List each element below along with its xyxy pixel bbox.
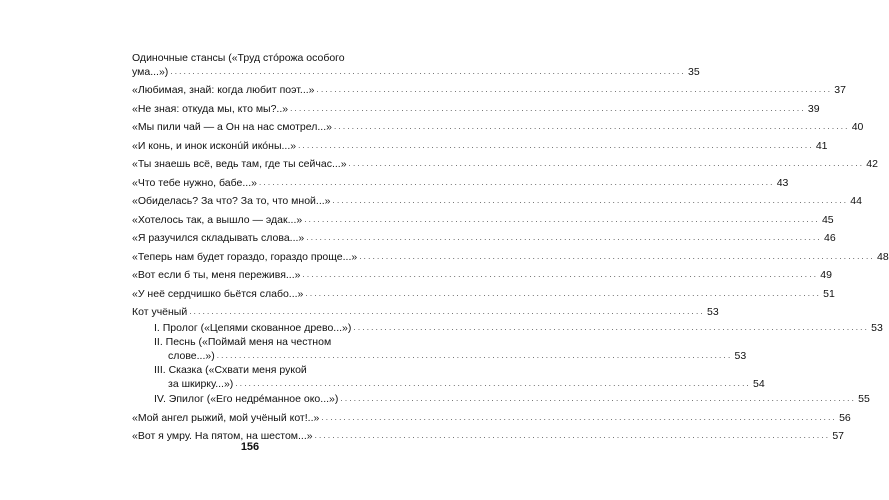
toc-entry (132, 268, 832, 282)
toc-page-number: 37 (834, 84, 846, 96)
toc-page-number: 57 (832, 430, 845, 442)
toc-subentry-title: III. Сказка («Схвати меня рукой (154, 364, 307, 376)
toc-subentry-title-cont: за шкирку...») (168, 377, 234, 390)
toc-page-number: 46 (824, 232, 836, 244)
toc-page-number: 43 (776, 176, 789, 189)
table-of-contents (132, 52, 889, 448)
dot-leader (305, 287, 818, 301)
toc-entry (132, 250, 889, 264)
dot-leader (259, 176, 772, 190)
toc-subentry-title: IV. Эпилог («Его недрéманное око...») (154, 393, 339, 405)
toc-subentry (154, 392, 870, 406)
toc-entry (132, 139, 828, 153)
toc-page-number: 51 (823, 287, 835, 300)
toc-page-number: 42 (866, 158, 878, 170)
toc-entry-title: «Хотелось так, а вышло — эдак...» (132, 213, 303, 226)
toc-page-number: 55 (858, 393, 870, 405)
toc-entry-title: «Теперь нам будет гораздо, гораздо проще...» (132, 250, 358, 263)
dot-leader (334, 120, 847, 134)
toc-entry (132, 83, 846, 97)
toc-entry-title: «Мы пили чай — а Он на нас смотрел...» (132, 121, 332, 133)
toc-page-number: 56 (839, 411, 851, 424)
dot-leader (306, 231, 819, 245)
page-number-folio: 156 (240, 441, 260, 453)
toc-entry-title: «Обиделась? За что? За то, что мной...» (132, 195, 331, 207)
dot-leader (217, 349, 730, 363)
toc-page-number: 48 (876, 250, 889, 263)
toc-entry (132, 102, 820, 116)
toc-entry-title: «Любимая, знай: когда любит поэт...» (132, 84, 315, 96)
toc-entry (132, 120, 864, 134)
dot-leader (290, 102, 803, 116)
toc-page-number: 40 (851, 121, 864, 133)
toc-subentry (154, 364, 765, 390)
toc-entry (132, 194, 862, 208)
toc-page-number: 44 (850, 195, 862, 207)
toc-entry-title: Кот учёный (132, 306, 188, 318)
dot-leader (349, 157, 862, 171)
toc-entry-title: «Я разучился складывать слова...» (132, 232, 305, 244)
toc-entry-title: «Вот если б ты, меня переживя...» (132, 269, 301, 281)
dot-leader (359, 250, 872, 264)
toc-entry-title: «И конь, и инок исконúй икóны...» (132, 139, 297, 152)
toc-entry-title-cont: ума...») (132, 65, 169, 78)
toc-entry (132, 157, 878, 171)
dot-leader (317, 83, 830, 97)
toc-entry (132, 213, 834, 227)
toc-page-number: 53 (734, 349, 747, 362)
dot-leader (170, 65, 683, 79)
toc-page-number: 45 (821, 213, 834, 226)
toc-page-number: 53 (706, 306, 719, 318)
dot-leader (321, 411, 834, 425)
toc-entry-title: Одиночные стансы («Труд стóрожа особого (132, 52, 345, 64)
toc-subentry-title-cont: слове...») (168, 349, 215, 362)
dot-leader (302, 268, 815, 282)
toc-subentry (154, 321, 883, 335)
toc-entry (132, 287, 835, 301)
dot-leader (353, 321, 866, 335)
toc-entry (132, 176, 789, 190)
toc-entry-title: «У неё сердчишко бьётся слабо...» (132, 287, 304, 300)
toc-page-number: 53 (871, 321, 883, 334)
dot-leader (304, 213, 817, 227)
toc-subentry-title: II. Песнь («Поймай меня на честном (154, 336, 332, 348)
dot-leader (298, 139, 811, 153)
toc-entry-title: «Вот я умру. На пятом, на шестом...» (132, 430, 313, 442)
toc-subentry-title: I. Пролог («Цепями скованное древо...») (154, 321, 352, 334)
toc-page-number: 49 (820, 269, 832, 281)
toc-entry (132, 52, 700, 78)
dot-leader (235, 377, 748, 391)
toc-entry-cat-cycle (132, 305, 719, 319)
toc-page-number: 35 (688, 65, 700, 78)
toc-entry-title: «Ты знаешь всё, ведь там, где ты сейчас...» (132, 158, 347, 170)
toc-page-number: 54 (753, 377, 765, 390)
toc-entry-title: «Не зная: откуда мы, кто мы?..» (132, 102, 289, 115)
toc-entry-title: «Что тебе нужно, бабе...» (132, 176, 257, 189)
toc-entry-title: «Мой ангел рыжий, мой учёный кот!..» (132, 411, 320, 424)
toc-entry (132, 231, 836, 245)
toc-page-number: 41 (815, 139, 828, 152)
toc-entry (132, 411, 851, 425)
toc-page-number: 39 (807, 102, 820, 115)
dot-leader (189, 305, 702, 319)
dot-leader (340, 392, 853, 406)
dot-leader (333, 194, 846, 208)
toc-subentry (154, 336, 747, 362)
